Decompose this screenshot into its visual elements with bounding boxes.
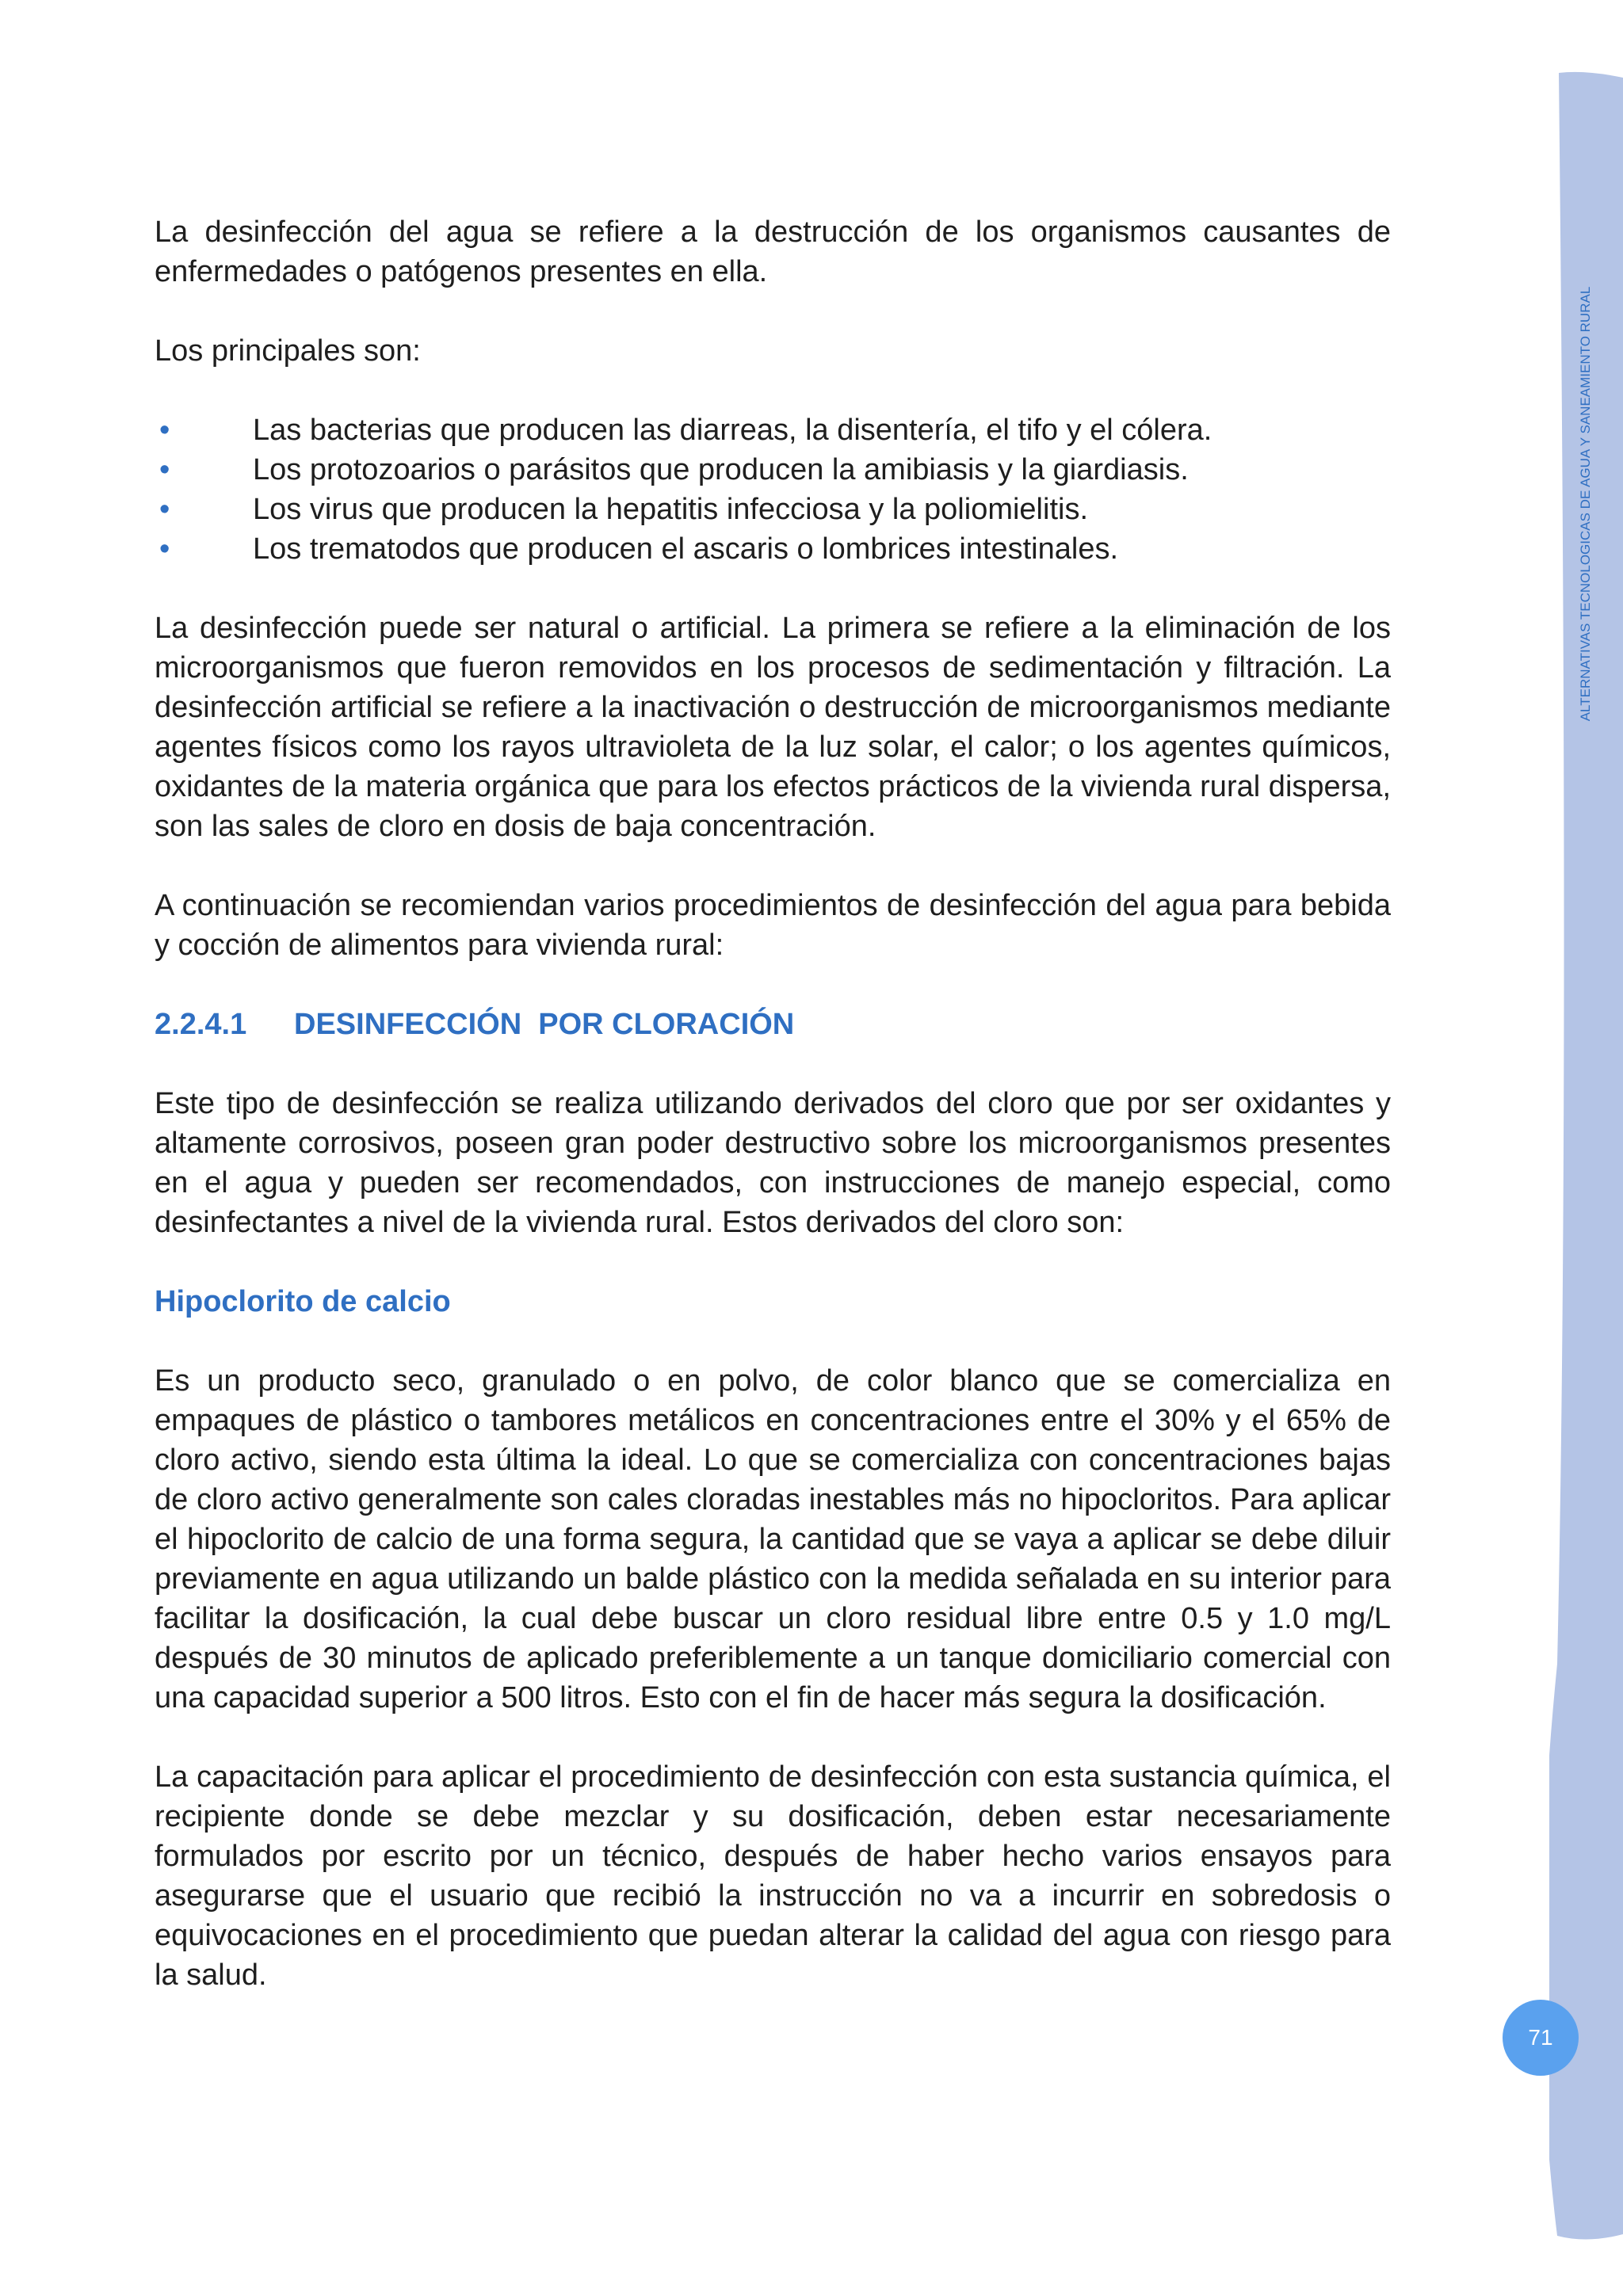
section-heading bbox=[155, 1005, 1391, 1044]
list-item bbox=[155, 490, 1391, 529]
list-item-text: Los protozoarios o parásitos que producen la amibiasis y la giardiasis. bbox=[253, 453, 1189, 486]
section-title: DESINFECCIÓN POR CLORACIÓN bbox=[294, 1008, 795, 1041]
page-body bbox=[155, 212, 1391, 2035]
bullet-icon: • bbox=[159, 414, 170, 447]
section-number: 2.2.4.1 bbox=[155, 1008, 247, 1041]
list-item-text: Los virus que producen la hepatitis infecciosa y la poliomielitis. bbox=[253, 493, 1088, 526]
list-item bbox=[155, 529, 1391, 569]
bullet-icon: • bbox=[159, 493, 170, 526]
hypochlorite-paragraph: Es un producto seco, granulado o en polvo, de color blanco que se comercializa en empaques de plástico o tambores metálicos en concentraciones entre el 30% y el 65% de cloro activo, siendo esta última la ideal. Lo que se comercializa con concentraciones bajas de cloro activo generalmente son cales cloradas inestables más no hipocloritos. Para aplicar el hipoclorito de calcio de una forma segura, la cantidad que se vaya a aplicar se debe diluir previamente en agua utilizando un balde plástico con la medida señalada en su interior para facilitar la dosificación, la cual debe buscar un cloro residual libre entre 0.5 y 1.0 mg/L después de 30 minutos de aplicado preferiblemente a un tanque domiciliario comercial con una capacidad superior a 500 litros. Esto con el fin de hacer más segura la dosificación. bbox=[155, 1364, 1391, 1714]
running-title-text: ALTERNATIVAS TECNOLOGICAS DE AGUA Y SANEAMIENTO RURAL bbox=[1578, 286, 1593, 722]
natural-artificial-paragraph: La desinfección puede ser natural o artificial. La primera se refiere a la eliminación de los microorganismos que fueron removidos en los procesos de sedimentación y filtración. La desinfección artificial se refiere a la inactivación o destrucción de microorganismos mediante agentes físicos como los rayos ultravioleta de la luz solar, el calor; o los agentes químicos, oxidantes de la materia orgánica que para los efectos prácticos de la vivienda rural dispersa, son las sales de cloro en dosis de baja concentración. bbox=[155, 612, 1391, 843]
list-item bbox=[155, 450, 1391, 490]
recommendation-paragraph: A continuación se recomiendan varios procedimientos de desinfección del agua para bebida y cocción de alimentos para vivienda rural: bbox=[155, 889, 1391, 962]
principales-label: Los principales son: bbox=[155, 334, 421, 368]
pathogen-list bbox=[155, 410, 1391, 569]
page-number: 71 bbox=[1503, 2000, 1579, 2076]
intro-paragraph: La desinfección del agua se refiere a la destrucción de los organismos causantes de enfermedades o patógenos presentes en ella. bbox=[155, 215, 1391, 288]
list-item-text: Los trematodos que producen el ascaris o lombrices intestinales. bbox=[253, 532, 1119, 566]
subheading: Hipoclorito de calcio bbox=[155, 1285, 451, 1318]
chlorination-paragraph: Este tipo de desinfección se realiza utilizando derivados del cloro que por ser oxidantes y altamente corrosivos, poseen gran poder destructivo sobre los microorganismos presentes en el agua y pueden ser recomendados, con instrucciones de manejo especial, como desinfectantes a nivel de la vivienda rural. Estos derivados del cloro son: bbox=[155, 1087, 1391, 1239]
bullet-icon: • bbox=[159, 532, 170, 566]
list-item bbox=[155, 410, 1391, 450]
running-title bbox=[1577, 219, 1594, 789]
training-paragraph: La capacitación para aplicar el procedimiento de desinfección con esta sustancia química, el recipiente donde se debe mezclar y su dosificación, deben estar necesariamente formulados por escrito por un técnico, después de haber hecho varios ensayos para asegurarse que el usuario que recibió la instrucción no va a incurrir en sobredosis o equivocaciones en el procedimiento que puedan alterar la calidad del agua con riesgo para la salud. bbox=[155, 1760, 1391, 1992]
bullet-icon: • bbox=[159, 453, 170, 486]
list-item-text: Las bacterias que producen las diarreas, la disentería, el tifo y el cólera. bbox=[253, 414, 1212, 447]
